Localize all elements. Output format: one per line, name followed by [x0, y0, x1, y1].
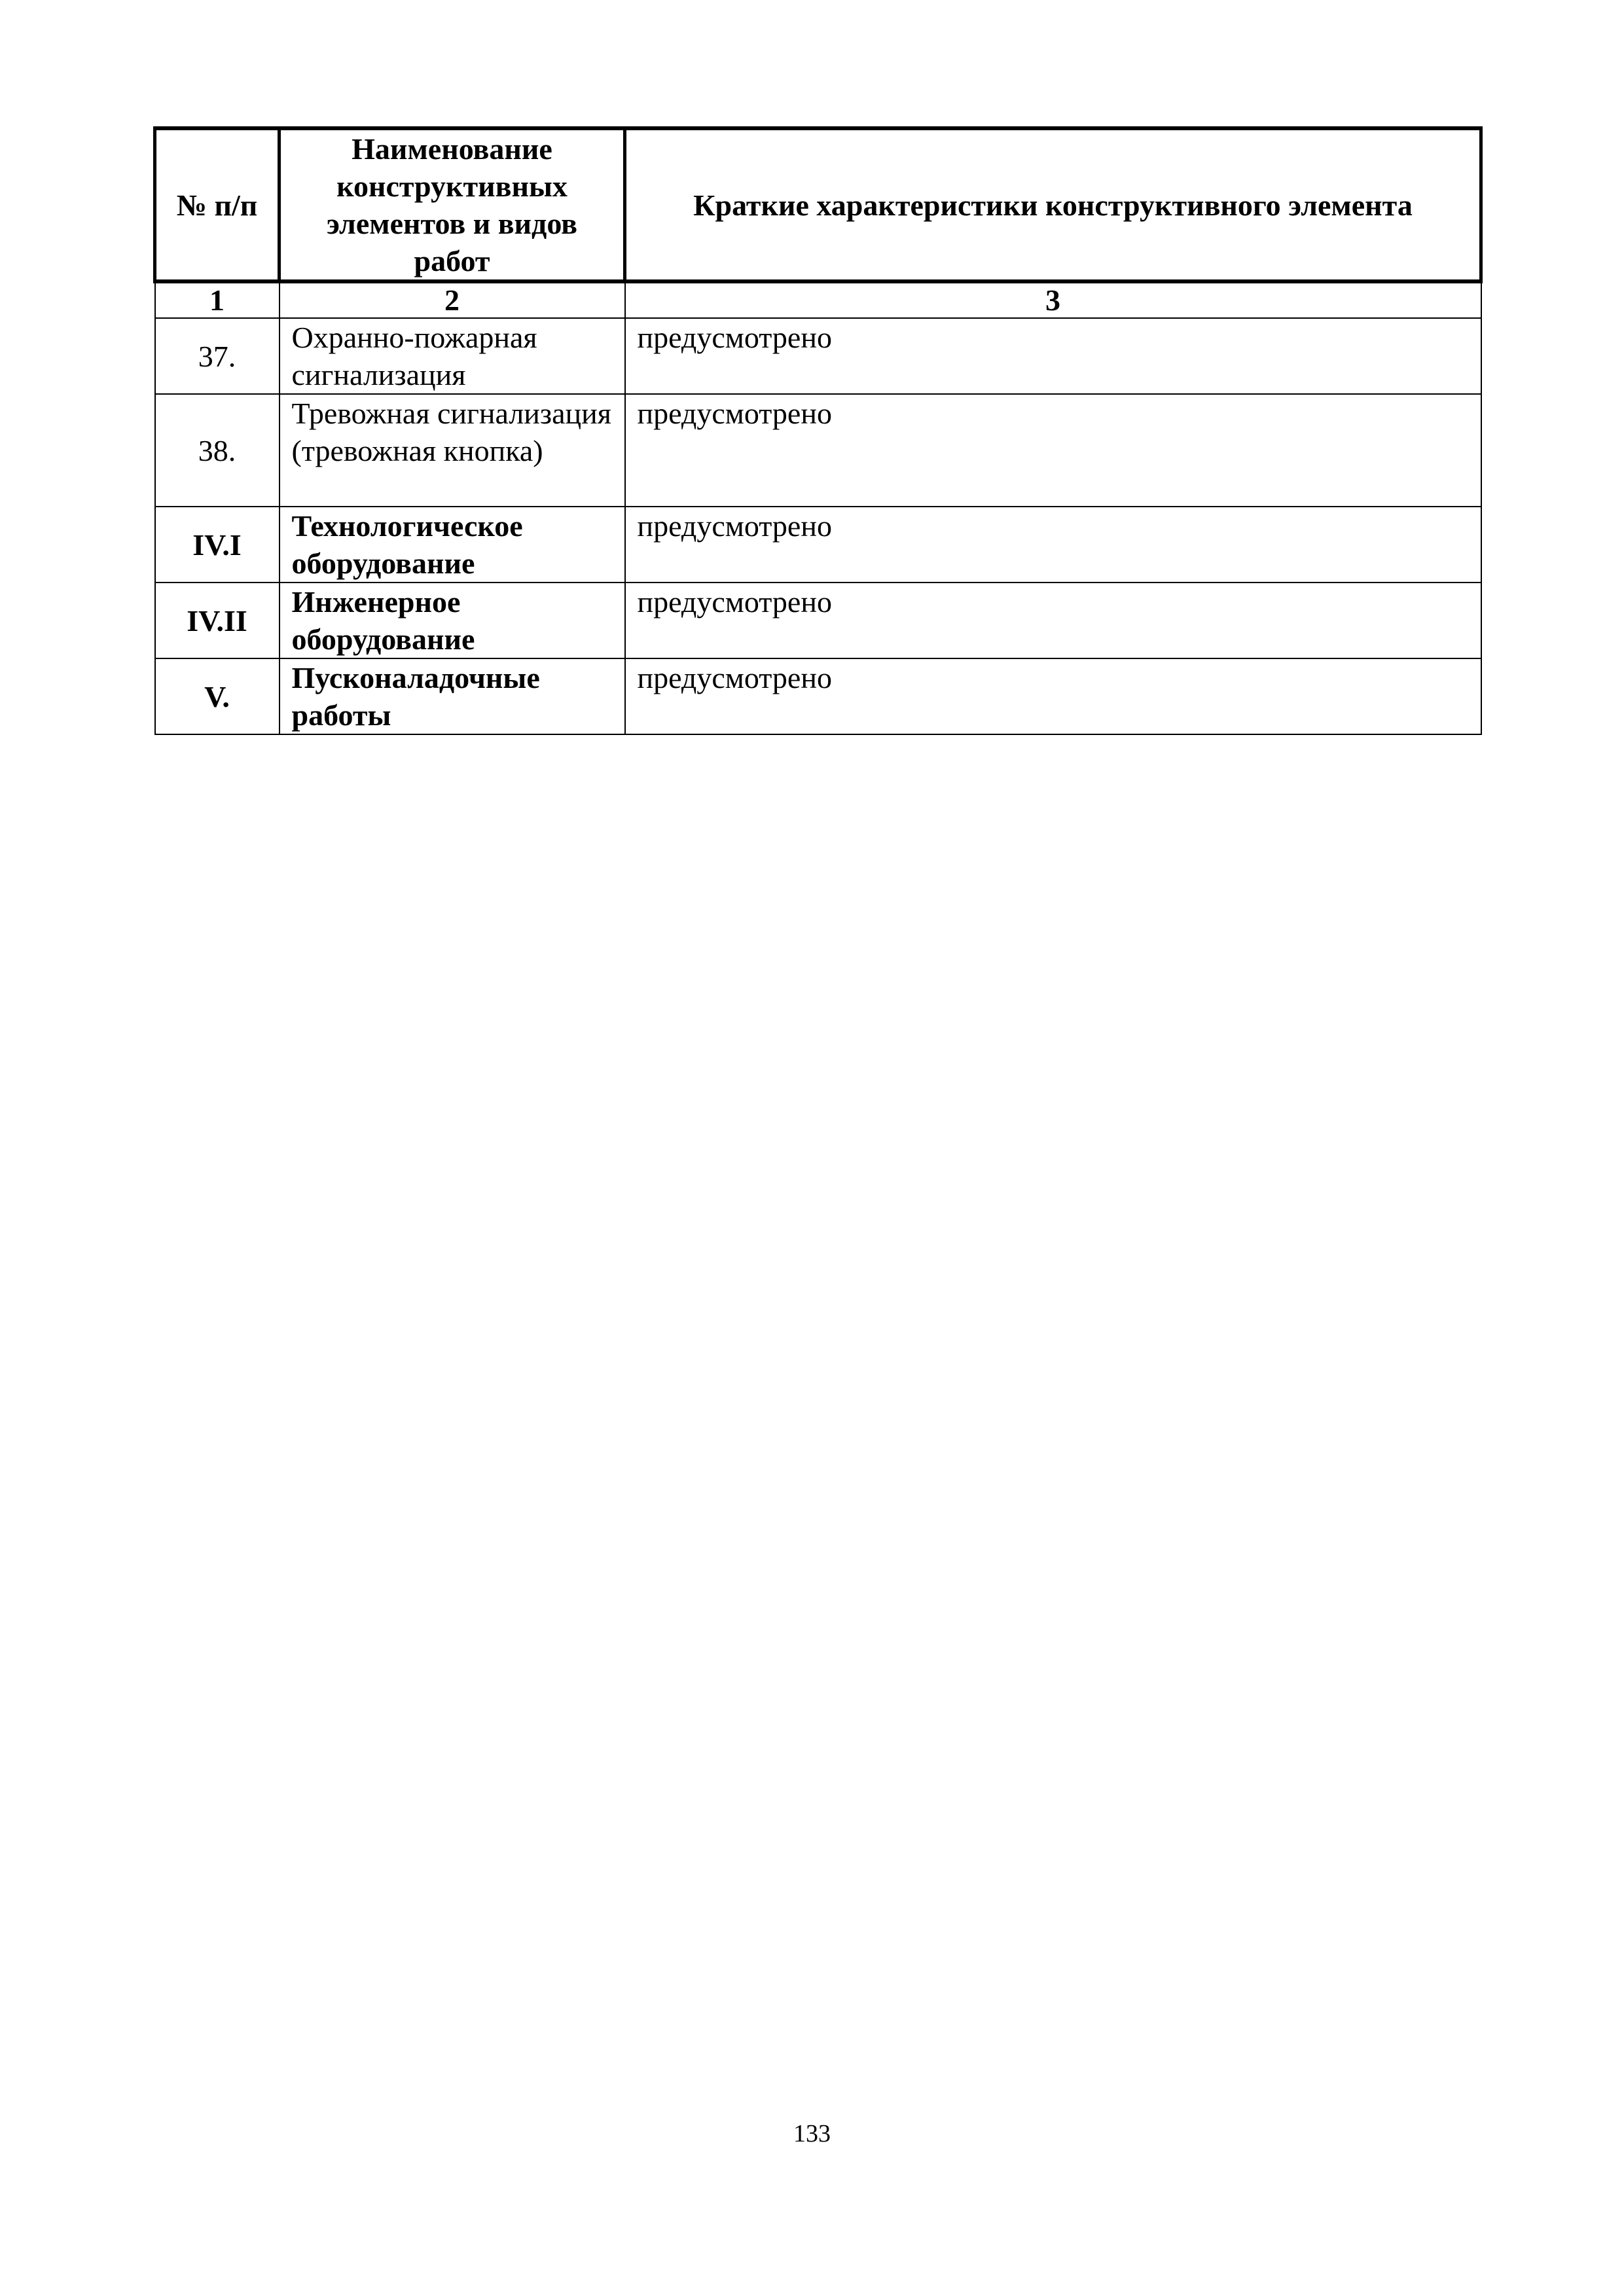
row-number: IV.I [155, 507, 280, 583]
row-number: 38. [155, 394, 280, 507]
table-row [155, 394, 1481, 507]
row-characteristics: предусмотрено [625, 583, 1481, 658]
header-number: № п/п [155, 128, 280, 281]
row-characteristics: предусмотрено [625, 318, 1481, 394]
row-characteristics: предусмотрено [625, 394, 1481, 507]
row-element-name: Охранно-пожарная сигнализация [280, 318, 625, 394]
row-number: IV.II [155, 583, 280, 658]
row-element-name: Пусконаладочные работы [280, 658, 625, 734]
row-element-name: Технологическое оборудование [280, 507, 625, 583]
row-element-name: Тревожная сигнализация (тревожная кнопка) [280, 394, 625, 507]
row-number: 37. [155, 318, 280, 394]
row-characteristics: предусмотрено [625, 658, 1481, 734]
column-number-3: 3 [625, 281, 1481, 318]
header-element-name: Наименование конструктивных элементов и видов работ [280, 128, 625, 281]
table-header-row [155, 128, 1481, 281]
row-characteristics: предусмотрено [625, 507, 1481, 583]
row-number: V. [155, 658, 280, 734]
table-row [155, 583, 1481, 658]
header-characteristics: Краткие характеристики конструктивного элемента [625, 128, 1481, 281]
table-row [155, 507, 1481, 583]
table-row [155, 658, 1481, 734]
row-element-name: Инженерное оборудование [280, 583, 625, 658]
table-row [155, 318, 1481, 394]
construction-elements-table [153, 126, 1483, 735]
column-number-1: 1 [155, 281, 280, 318]
column-number-2: 2 [280, 281, 625, 318]
page-number: 133 [793, 2120, 831, 2147]
column-number-row [155, 281, 1481, 318]
